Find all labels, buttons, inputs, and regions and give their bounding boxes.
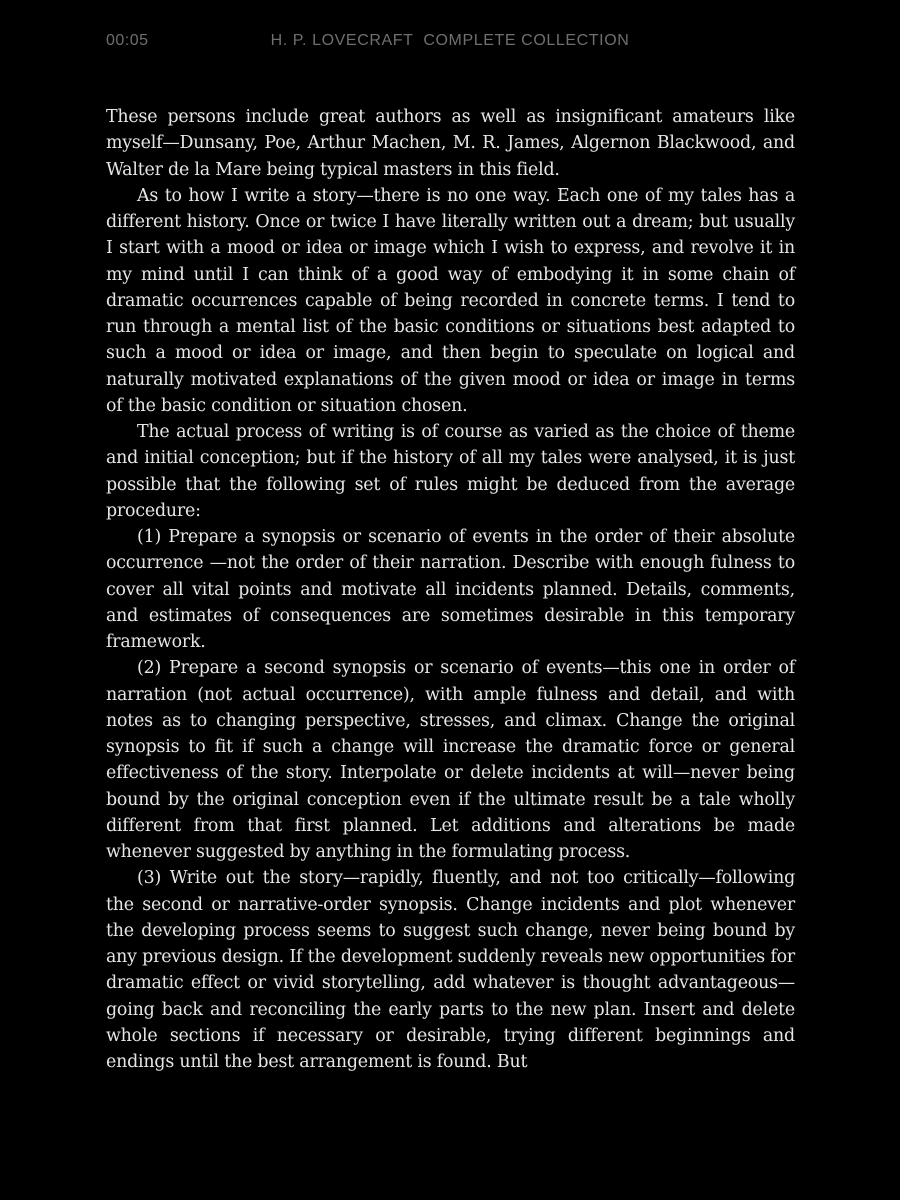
paragraph-1: These persons include great authors as well as insignificant amateurs like myself—Dunsany, Poe, Arthur Machen, M. R. James, Algernon Blackwood, and Walter de la Mare being typical masters in this field. [106, 107, 795, 180]
reading-page[interactable] [106, 104, 795, 1075]
paragraph-rule-2: (2) Prepare a second synopsis or scenario of events—this one in order of narration (not actual occurrence), with ample fulness and detail, and with notes as to changing perspective, stresses, and climax. Change the original synopsis to fit if such a change will increase the dramatic force or general effectiveness of the story. Interpolate or delete incidents at will—never being bound by the original conception even if the ultimate result be a tale wholly different from that first planned. Let additions and alterations be made whenever suggested by anything in the formulating process. [106, 658, 795, 862]
status-bar [0, 32, 900, 54]
paragraph-rule-3: (3) Write out the story—rapidly, fluently, and not too critically—following the second or narrative-order synopsis. Change incidents and plot whenever the developing process seems to suggest such change, never being bound by any previous design. If the development suddenly reveals new opportunities for dramatic effect or vivid storytelling, add whatever is thought advantageous—going back and reconciling the early parts to the new plan. Insert and delete whole sections if necessary or desirable, trying different beginnings and endings until the best arrangement is found. But [106, 868, 795, 1072]
book-title: H. P. LOVECRAFT COMPLETE COLLECTION [270, 32, 630, 49]
paragraph-rule-1: (1) Prepare a synopsis or scenario of events in the order of their absolute occurrence —not the order of their narration. Describe with enough fulness to cover all vital points and motivate all incidents planned. Details, comments, and estimates of consequences are sometimes desirable in this temporary framework. [106, 527, 795, 652]
clock-time: 00:05 [106, 32, 149, 49]
paragraph-3: The actual process of writing is of course as varied as the choice of theme and initial conception; but if the history of all my tales were analysed, it is just possible that the following set of rules might be deduced from the average procedure: [106, 422, 795, 521]
paragraph-2: As to how I write a story—there is no one way. Each one of my tales has a different history. Once or twice I have literally written out a dream; but usually I start with a mood or idea or image which I wish to express, and revolve it in my mind until I can think of a good way of embodying it in some chain of dramatic occurrences capable of being recorded in concrete terms. I tend to run through a mental list of the basic conditions or situations best adapted to such a mood or idea or image, and then begin to speculate on logical and naturally motivated explanations of the given mood or idea or image in terms of the basic condition or situation chosen. [106, 185, 795, 416]
